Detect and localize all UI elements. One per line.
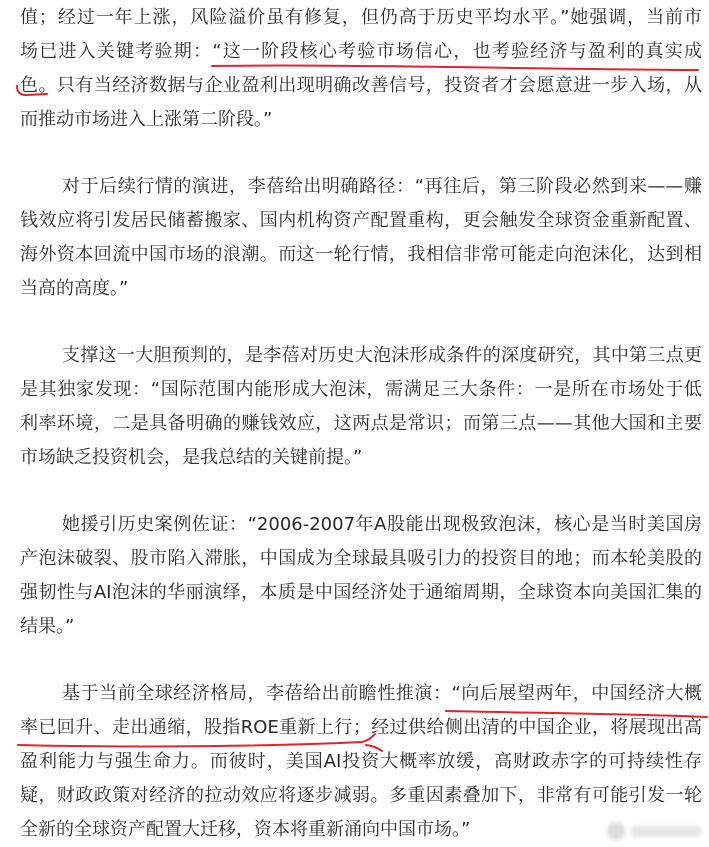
text-line: 产泡沫破裂、股市陷入滞胀，中国成为全球最具吸引力的投资目的地；而本轮美股的 (20, 548, 702, 569)
paragraph-1 (20, 1, 702, 137)
text-line: 基于当前全球经济格局，李蓓给出前瞻性推演：“向后展望两年，中国经济大概 (62, 683, 702, 704)
text-line: 而推动市场进入上涨第二阶段。” (20, 109, 273, 130)
text-line: 支撑这一大胆预判的，是李蓓对历史大泡沫形成条件的深度研究，其中第三点更 (62, 345, 702, 366)
text-line: 是其独家发现：“国际范围内能形成大泡沫，需满足三大条件：一是所在市场处于低 (20, 379, 702, 400)
text-line: 疑，财政政策对经济的拉动效应将逐步减弱。多重因素叠加下，非常有可能引发一轮 (20, 785, 702, 806)
text-line: 结果。” (20, 616, 75, 637)
paragraph-2 (20, 170, 702, 306)
text-line: 利率环境，二是具备明确的赚钱效应，这两点是常识；而第三点——其他大国和主要 (20, 413, 702, 434)
text-line: 钱效应将引发居民储蓄搬家、国内机构资产配置重构，更会触发全球资金重新配置、 (20, 210, 702, 231)
text-line: 全新的全球资产配置大迁移，资本将重新涌向中国市场。” (20, 819, 471, 840)
article-body (20, 1, 702, 847)
text-line: 率已回升、走出通缩，股指ROE重新上行；经过供给侧出清的中国企业，将展现出高 (20, 717, 702, 738)
paragraph-5 (20, 677, 702, 847)
text-line: 海外资本回流中国市场的浪潮。而这一轮行情，我相信非常可能走向泡沫化，达到相 (20, 244, 702, 265)
paragraph-3 (20, 339, 702, 475)
text-line: 她援引历史案例佐证：“2006-2007年A股能出现极致泡沫，核心是当时美国房 (62, 514, 702, 535)
text-line: 强韧性与AI泡沫的华丽演绎，本质是中国经济处于通缩周期，全球资本向美国汇集的 (20, 582, 702, 603)
text-line: 市场缺乏投资机会，是我总结的关键前提。” (20, 447, 363, 468)
text-line: 值；经过一年上涨，风险溢价虽有修复，但仍高于历史平均水平。”她强调，当前市 (20, 7, 702, 28)
paragraph-4 (20, 508, 702, 644)
text-line: 盈利能力与强生命力。而彼时，美国AI投资大概率放缓，高财政赤字的可持续性存 (20, 751, 702, 772)
text-line: 当高的高度。” (20, 278, 129, 299)
text-line: 场已进入关键考验期：“这一阶段核心考验市场信心，也考验经济与盈利的真实成 (20, 41, 702, 62)
text-line: 色。只有当经济数据与企业盈利出现明确改善信号，投资者才会愿意进一步入场，从 (20, 75, 702, 96)
text-line: 对于后续行情的演进，李蓓给出明确路径：“再往后，第三阶段必然到来——赚 (62, 176, 702, 197)
